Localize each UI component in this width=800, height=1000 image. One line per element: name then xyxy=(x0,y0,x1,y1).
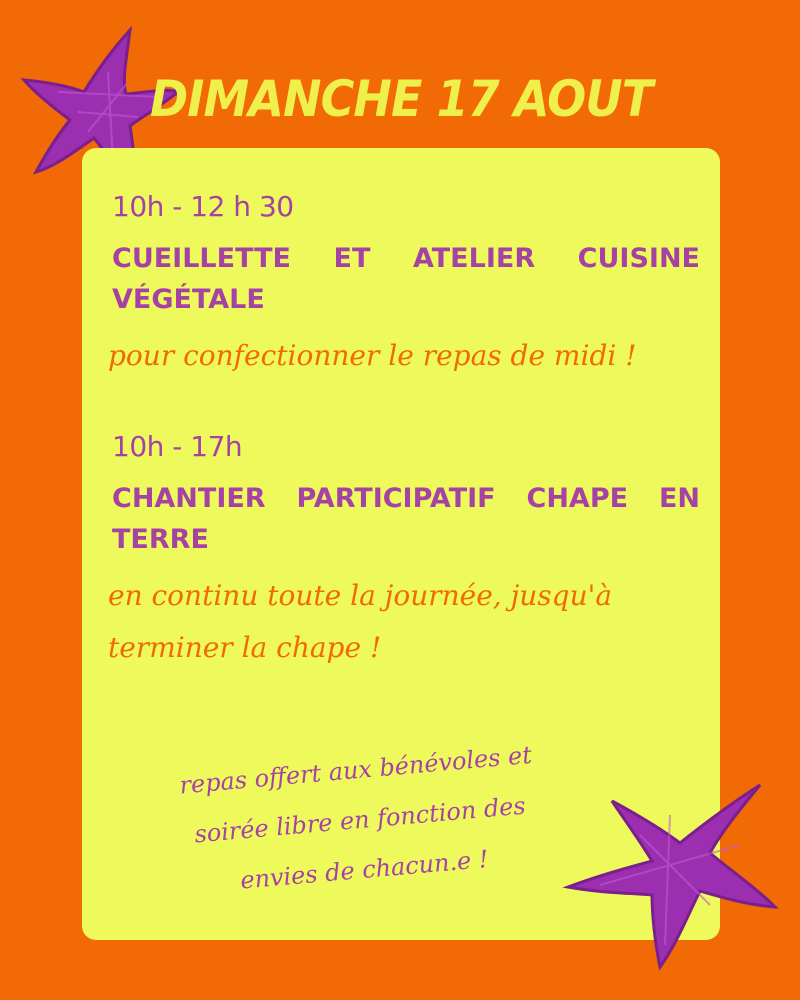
event-time: 10h - 12 h 30 xyxy=(112,190,294,223)
event-activity: CUEILLETTE ET ATELIER CUISINE VÉGÉTALE xyxy=(112,243,700,315)
page-title: DIMANCHE 17 AOUT xyxy=(150,70,653,128)
footer-note-line: repas offert aux bénévoles et xyxy=(178,740,533,800)
event-activity: CHANTIER PARTICIPATIF CHAPE EN TERRE xyxy=(112,483,700,555)
footer-note-line: soirée libre en fonction des xyxy=(193,791,527,849)
footer-note-line: envies de chacun.e ! xyxy=(239,845,490,895)
event-note: pour confectionner le repas de midi ! xyxy=(108,339,637,372)
star-decoration-icon xyxy=(560,775,785,975)
event-note: en continu toute la journée, jusqu'à terminer la chape ! xyxy=(108,579,613,664)
event-time: 10h - 17h xyxy=(112,430,243,463)
